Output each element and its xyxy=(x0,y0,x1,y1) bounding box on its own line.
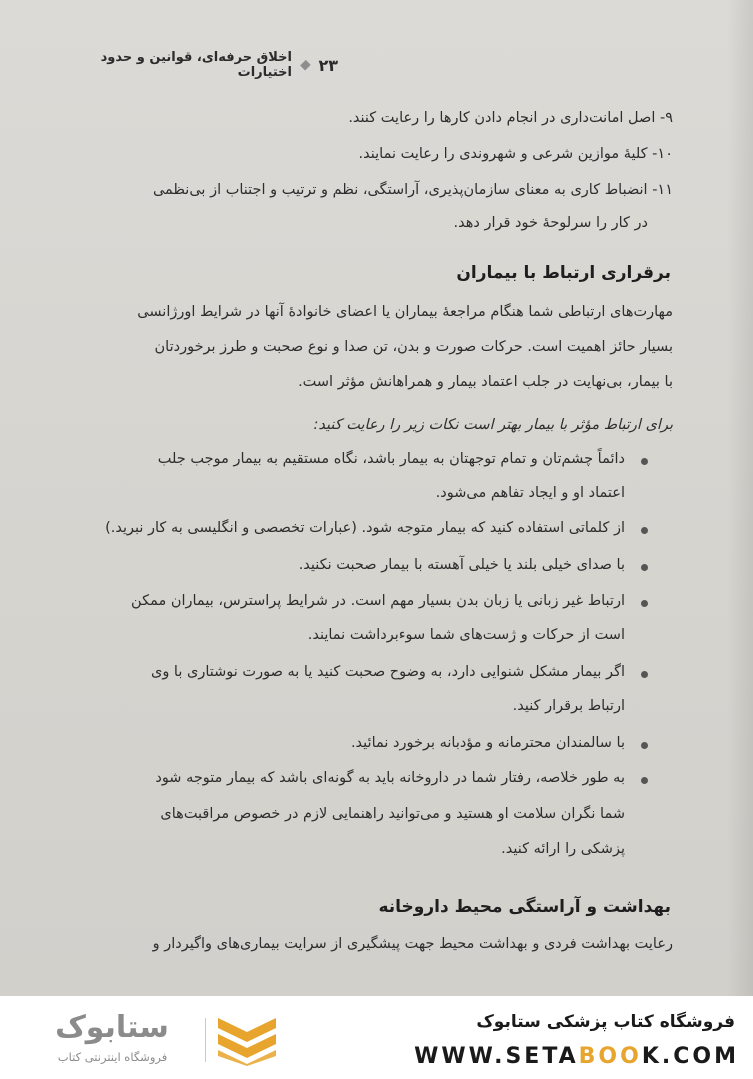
diamond-icon xyxy=(300,60,310,70)
header-title: اخلاق حرفه‌ای، قوانین و حدود اختیارات xyxy=(100,50,292,80)
paragraph-line: بسیار حائز اهمیت است. حرکات صورت و بدن، تن صدا و نوع صحبت و طرز برخوردتان xyxy=(154,339,673,355)
bullet-text-cont: است از حرکات و ژست‌های شما سوءبرداشت نمایند. xyxy=(307,627,625,643)
bullet-text: ارتباط غیر زبانی یا زبان بدن بسیار مهم است. در شرایط پراسترس، بیماران ممکن xyxy=(131,593,625,609)
section-heading-patient-communication: برقراری ارتباط با بیماران xyxy=(456,263,671,283)
paragraph-line: با بیمار، بی‌نهایت در جلب اعتماد بیمار و همراهانش مؤثر است. xyxy=(298,374,673,390)
bullet-text-cont: اعتماد او و ایجاد تفاهم می‌شود. xyxy=(435,485,625,501)
page-number: ۲۳ xyxy=(318,55,338,75)
bullet-text-cont: پزشکی را ارائه کنید. xyxy=(501,841,625,857)
chevron-stack-logo-icon xyxy=(214,1014,280,1066)
list-item-9: ۹- اصل امانت‌داری در انجام دادن کارها را رعایت کنند. xyxy=(348,110,673,126)
bullet-text: دائماً چشم‌تان و تمام توجهتان به بیمار باشد، نگاه مستقیم به بیمار موجب جلب xyxy=(157,451,625,467)
store-name: فروشگاه کتاب پزشکی ستابوک xyxy=(476,1012,735,1032)
paragraph-line: رعایت بهداشت فردی و بهداشت محیط جهت پیشگیری از سرایت بیماری‌های واگیردار و xyxy=(152,936,673,952)
bullet-text: با سالمندان محترمانه و مؤدبانه برخورد نمائید. xyxy=(350,735,625,751)
bullet-text: با صدای خیلی بلند یا خیلی آهسته با بیمار صحبت نکنید. xyxy=(298,557,625,573)
brand-logo-text: ستابوک xyxy=(55,1010,169,1045)
bullet-text: به طور خلاصه، رفتار شما در داروخانه باید به گونه‌ای باشد که بیمار متوجه شود xyxy=(155,770,625,786)
store-banner xyxy=(0,996,753,1079)
list-item-10: ۱۰- کلیهٔ موازین شرعی و شهروندی را رعایت نمایند. xyxy=(358,146,673,162)
paragraph-line: مهارت‌های ارتباطی شما هنگام مراجعهٔ بیماران یا اعضای خانوادهٔ آنها در شرایط اورژانسی xyxy=(137,304,673,320)
bullet-dot xyxy=(641,527,648,534)
section-heading-pharmacy-hygiene: بهداشت و آراستگی محیط داروخانه xyxy=(378,897,671,917)
bullet-dot xyxy=(641,564,648,571)
list-item-11: ۱۱- انضباط کاری به معنای سازمان‌پذیری، آراستگی، نظم و ترتیب و اجتناب از بی‌نظمی xyxy=(152,182,673,198)
page-edge-shadow xyxy=(727,0,753,996)
bullet-dot xyxy=(641,742,648,749)
list-item-11-cont: در کار را سرلوحهٔ خود قرار دهد. xyxy=(453,215,648,231)
bullet-dot xyxy=(641,600,648,607)
bullet-dot xyxy=(641,671,648,678)
running-header xyxy=(88,52,338,78)
bullet-text: از کلماتی استفاده کنید که بیمار متوجه شود. (عبارات تخصصی و انگلیسی به کار نبرید.) xyxy=(105,520,625,536)
brand-logo-subtitle: فروشگاه اینترنتی کتاب xyxy=(57,1050,168,1064)
bullet-intro: برای ارتباط مؤثر با بیمار بهتر است نکات زیر را رعایت کنید: xyxy=(313,417,673,433)
bullet-dot xyxy=(641,777,648,784)
bullet-text-cont: شما نگران سلامت او هستید و می‌توانید راهنمایی لازم در خصوص مراقبت‌های xyxy=(160,806,625,822)
website-url: WWW.SETABOOK.COM xyxy=(414,1044,739,1069)
bullet-text: اگر بیمار مشکل شنوایی دارد، به وضوح صحبت کنید یا به صورت نوشتاری با وی xyxy=(150,664,625,680)
bullet-dot xyxy=(641,458,648,465)
logo-divider xyxy=(205,1018,206,1062)
bullet-text-cont: ارتباط برقرار کنید. xyxy=(512,698,625,714)
